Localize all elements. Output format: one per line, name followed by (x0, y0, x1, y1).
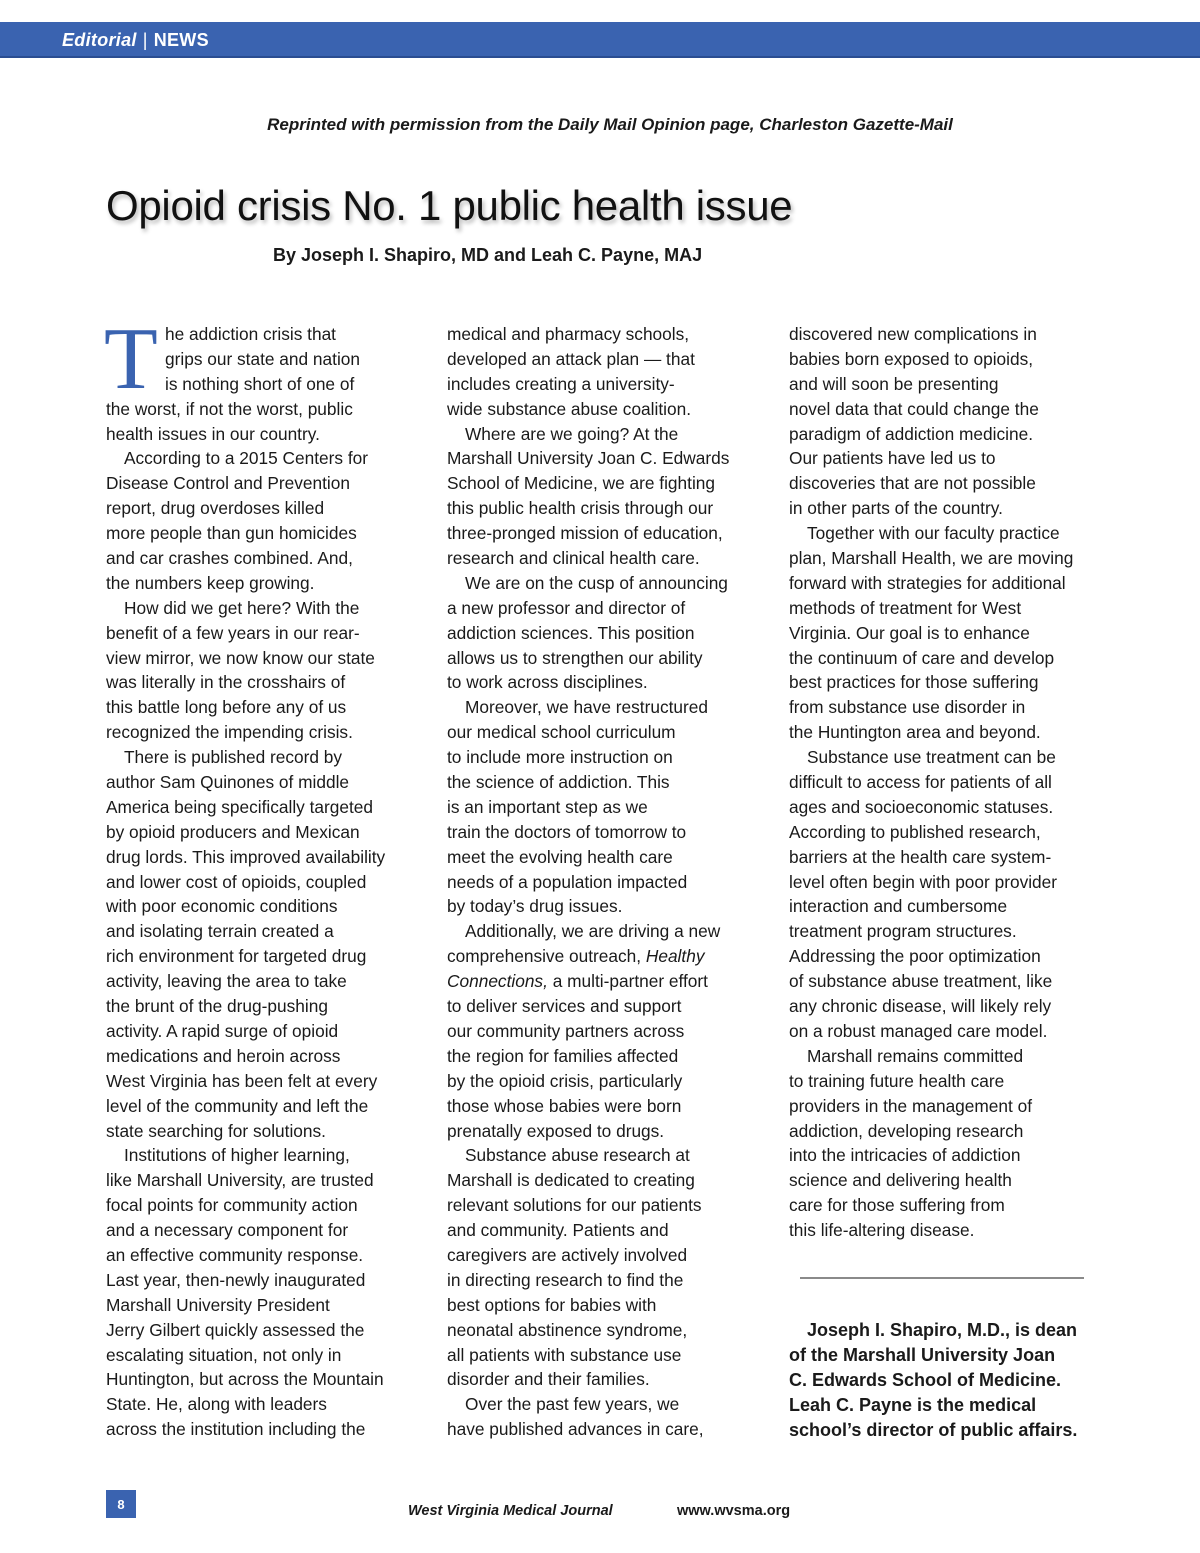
text-line: discovered new complications in (789, 324, 1037, 344)
section-header-bar (0, 22, 1200, 58)
text-line: and community. Patients and (447, 1220, 669, 1241)
text-line: paradigm of addiction medicine. (789, 423, 1033, 444)
text-line: West Virginia has been felt at every (106, 1070, 378, 1091)
text-line: Huntington, but across the Mountain (106, 1369, 384, 1390)
bio-line: C. Edwards School of Medicine. (789, 1369, 1062, 1390)
text-line: prenatally exposed to drugs. (447, 1120, 665, 1141)
text-line: addiction sciences. This position (447, 622, 695, 643)
journal-url: www.wvsma.org (677, 1503, 791, 1519)
text-line: this battle long before any of us (106, 697, 347, 718)
article-column-3 (789, 322, 1109, 1243)
text-line: treatment program structures. (789, 921, 1017, 942)
text-line: ages and socioeconomic statuses. (789, 796, 1054, 817)
text-line: report, drug overdoses killed (106, 498, 325, 519)
text-line: like Marshall University, are trusted (106, 1170, 374, 1191)
text-line: allows us to strengthen our ability (447, 647, 703, 668)
text-line: the Huntington area and beyond. (789, 722, 1041, 743)
text-line (447, 944, 757, 969)
article-column-2 (447, 322, 757, 1442)
text-line: and lower cost of opioids, coupled (106, 871, 367, 892)
text-line: on a robust managed care model. (789, 1020, 1048, 1041)
text-line: disorder and their families. (447, 1369, 650, 1390)
article-title: Opioid crisis No. 1 public health issue (106, 182, 793, 229)
text-line: our community partners across (447, 1020, 685, 1041)
text-line: medical and pharmacy schools, (447, 324, 690, 344)
text-line: difficult to access for patients of all (789, 772, 1052, 793)
text-line: rich environment for targeted drug (106, 946, 367, 967)
text-line: wide substance abuse coalition. (447, 398, 692, 419)
text-fragment: a multi-partner effort (552, 971, 708, 992)
author-bio (789, 1318, 1077, 1443)
text-line: Jerry Gilbert quickly assessed the (106, 1319, 365, 1340)
text-line: the continuum of care and develop (789, 647, 1055, 668)
text-line: meet the evolving health care (447, 846, 673, 867)
text-line: state searching for solutions. (106, 1120, 326, 1141)
text-line (447, 969, 757, 994)
section-header (62, 30, 209, 51)
text-line: is nothing short of one of (165, 373, 355, 394)
reprint-note: Reprinted with permission from the Daily Mail Opinion page, Charleston Gazette-Mail (267, 115, 953, 134)
header-separator: | (142, 30, 148, 50)
text-line: Moreover, we have restructured (465, 697, 709, 718)
text-line: Where are we going? At the (465, 423, 679, 444)
text-line: train the doctors of tomorrow to (447, 821, 687, 842)
text-line: plan, Marshall Health, we are moving (789, 548, 1074, 569)
text-line: We are on the cusp of announcing (465, 572, 728, 593)
text-line: includes creating a university- (447, 373, 675, 394)
article-column-1 (104, 311, 416, 1442)
text-line: addiction, developing research (789, 1120, 1024, 1141)
text-line: this life-altering disease. (789, 1220, 975, 1241)
text-line: to work across disciplines. (447, 672, 648, 693)
text-line: across the institution including the (106, 1419, 366, 1440)
text-line: forward with strategies for additional (789, 572, 1066, 593)
text-line: in other parts of the country. (789, 498, 1003, 519)
text-line: the worst, if not the worst, public (106, 398, 353, 419)
text-line: the numbers keep growing. (106, 572, 315, 593)
text-line: Disease Control and Prevention (106, 473, 350, 494)
text-line: our medical school curriculum (447, 722, 676, 743)
text-line: those whose babies were born (447, 1095, 682, 1116)
text-line: recognized the impending crisis. (106, 722, 353, 743)
text-line: this public health crisis through our (447, 498, 714, 519)
text-line: Institutions of higher learning, (124, 1145, 350, 1166)
text-line: Marshall is dedicated to creating (447, 1170, 695, 1191)
text-line: How did we get here? With the (124, 597, 360, 618)
bio-divider (800, 1277, 1084, 1279)
text-line: in directing research to find the (447, 1269, 684, 1290)
text-line: the science of addiction. This (447, 772, 670, 793)
text-line: to training future health care (789, 1070, 1005, 1091)
text-line: Marshall University President (106, 1294, 330, 1315)
text-line: level often begin with poor provider (789, 871, 1058, 892)
text-line: According to a 2015 Centers for (124, 448, 368, 469)
article-byline: By Joseph I. Shapiro, MD and Leah C. Payne, MAJ (273, 245, 703, 265)
text-line: view mirror, we now know our state (106, 647, 375, 668)
text-line: needs of a population impacted (447, 871, 688, 892)
text-line: and car crashes combined. And, (106, 548, 353, 569)
text-line: neonatal abstinence syndrome, (447, 1319, 688, 1340)
section-label: Editorial (62, 30, 137, 50)
text-line: best practices for those suffering (789, 672, 1039, 693)
category-label: NEWS (153, 30, 209, 50)
text-line: and a necessary component for (106, 1220, 349, 1241)
text-line: was literally in the crosshairs of (106, 672, 346, 693)
text-line: and isolating terrain created a (106, 921, 334, 942)
text-line: a new professor and director of (447, 597, 686, 618)
text-line: from substance use disorder in (789, 697, 1026, 718)
text-line: with poor economic conditions (106, 896, 338, 917)
text-line: barriers at the health care system- (789, 846, 1052, 867)
text-line: escalating situation, not only in (106, 1344, 342, 1365)
text-line: Addressing the poor optimization (789, 946, 1041, 967)
text-line: benefit of a few years in our rear- (106, 622, 360, 643)
text-line: science and delivering health (789, 1170, 1012, 1191)
text-line: School of Medicine, we are fighting (447, 473, 716, 494)
text-line: Marshall remains committed (807, 1045, 1024, 1066)
journal-name: West Virginia Medical Journal (408, 1503, 613, 1519)
text-line: level of the community and left the (106, 1095, 369, 1116)
text-line: babies born exposed to opioids, (789, 348, 1034, 369)
bio-line: school’s director of public affairs. (789, 1419, 1078, 1440)
text-line: caregivers are actively involved (447, 1244, 688, 1265)
text-line: to deliver services and support (447, 996, 682, 1017)
bio-line: Leah C. Payne is the medical (789, 1394, 1037, 1415)
text-line: Our patients have led us to (789, 448, 996, 469)
text-line: activity. A rapid surge of opioid (106, 1020, 339, 1041)
text-line: Last year, then-newly inaugurated (106, 1269, 366, 1290)
text-line: is an important step as we (447, 796, 648, 817)
text-line: providers in the management of (789, 1095, 1033, 1116)
text-line: According to published research, (789, 821, 1041, 842)
text-line: There is published record by (124, 747, 343, 768)
text-line: by today’s drug issues. (447, 896, 623, 917)
text-line: America being specifically targeted (106, 796, 374, 817)
text-line: grips our state and nation (165, 348, 361, 369)
text-line: the region for families affected (447, 1045, 679, 1066)
text-line: three-pronged mission of education, (447, 523, 723, 544)
text-line: Additionally, we are driving a new (465, 921, 721, 942)
text-line: health issues in our country. (106, 423, 320, 444)
text-line: relevant solutions for our patients (447, 1195, 702, 1216)
text-line: medications and heroin across (106, 1045, 341, 1066)
bio-line: of the Marshall University Joan (789, 1344, 1056, 1365)
text-line: Marshall University Joan C. Edwards (447, 448, 730, 469)
text-line: care for those suffering from (789, 1195, 1005, 1216)
text-line: drug lords. This improved availability (106, 846, 386, 867)
page-number: 8 (106, 1490, 136, 1518)
drop-cap: T (104, 311, 158, 408)
text-line: all patients with substance use (447, 1344, 682, 1365)
text-line: novel data that could change the (789, 398, 1039, 419)
text-line: into the intricacies of addiction (789, 1145, 1021, 1166)
text-line: of substance abuse treatment, like (789, 971, 1053, 992)
text-line: Together with our faculty practice (807, 523, 1060, 544)
text-line: State. He, along with leaders (106, 1394, 327, 1415)
text-line: research and clinical health care. (447, 548, 700, 569)
text-line: have published advances in care, (447, 1419, 704, 1440)
text-line: and will soon be presenting (789, 373, 999, 394)
text-line: Substance abuse research at (465, 1145, 690, 1166)
text-line: Substance use treatment can be (807, 747, 1056, 768)
text-line: to include more instruction on (447, 747, 673, 768)
text-line: the brunt of the drug-pushing (106, 996, 328, 1017)
text-line: author Sam Quinones of middle (106, 772, 350, 793)
text-fragment: comprehensive outreach, (447, 946, 642, 967)
text-line: more people than gun homicides (106, 523, 357, 544)
text-line: methods of treatment for West (789, 597, 1022, 618)
text-line: discoveries that are not possible (789, 473, 1036, 494)
text-line: focal points for community action (106, 1195, 358, 1216)
text-line: by opioid producers and Mexican (106, 821, 360, 842)
text-line: activity, leaving the area to take (106, 971, 347, 992)
text-line: developed an attack plan — that (447, 348, 695, 369)
text-line: interaction and cumbersome (789, 896, 1008, 917)
text-line: Over the past few years, we (465, 1394, 680, 1415)
text-line: by the opioid crisis, particularly (447, 1070, 683, 1091)
text-line: any chronic disease, will likely rely (789, 996, 1052, 1017)
text-line: Virginia. Our goal is to enhance (789, 622, 1030, 643)
text-line: best options for babies with (447, 1294, 657, 1315)
program-name-italic: Connections, (447, 971, 548, 992)
text-line: an effective community response. (106, 1244, 364, 1265)
bio-line: Joseph I. Shapiro, M.D., is dean (807, 1320, 1078, 1340)
program-name-italic: Healthy (645, 946, 705, 967)
text-line: he addiction crisis that (165, 324, 336, 344)
